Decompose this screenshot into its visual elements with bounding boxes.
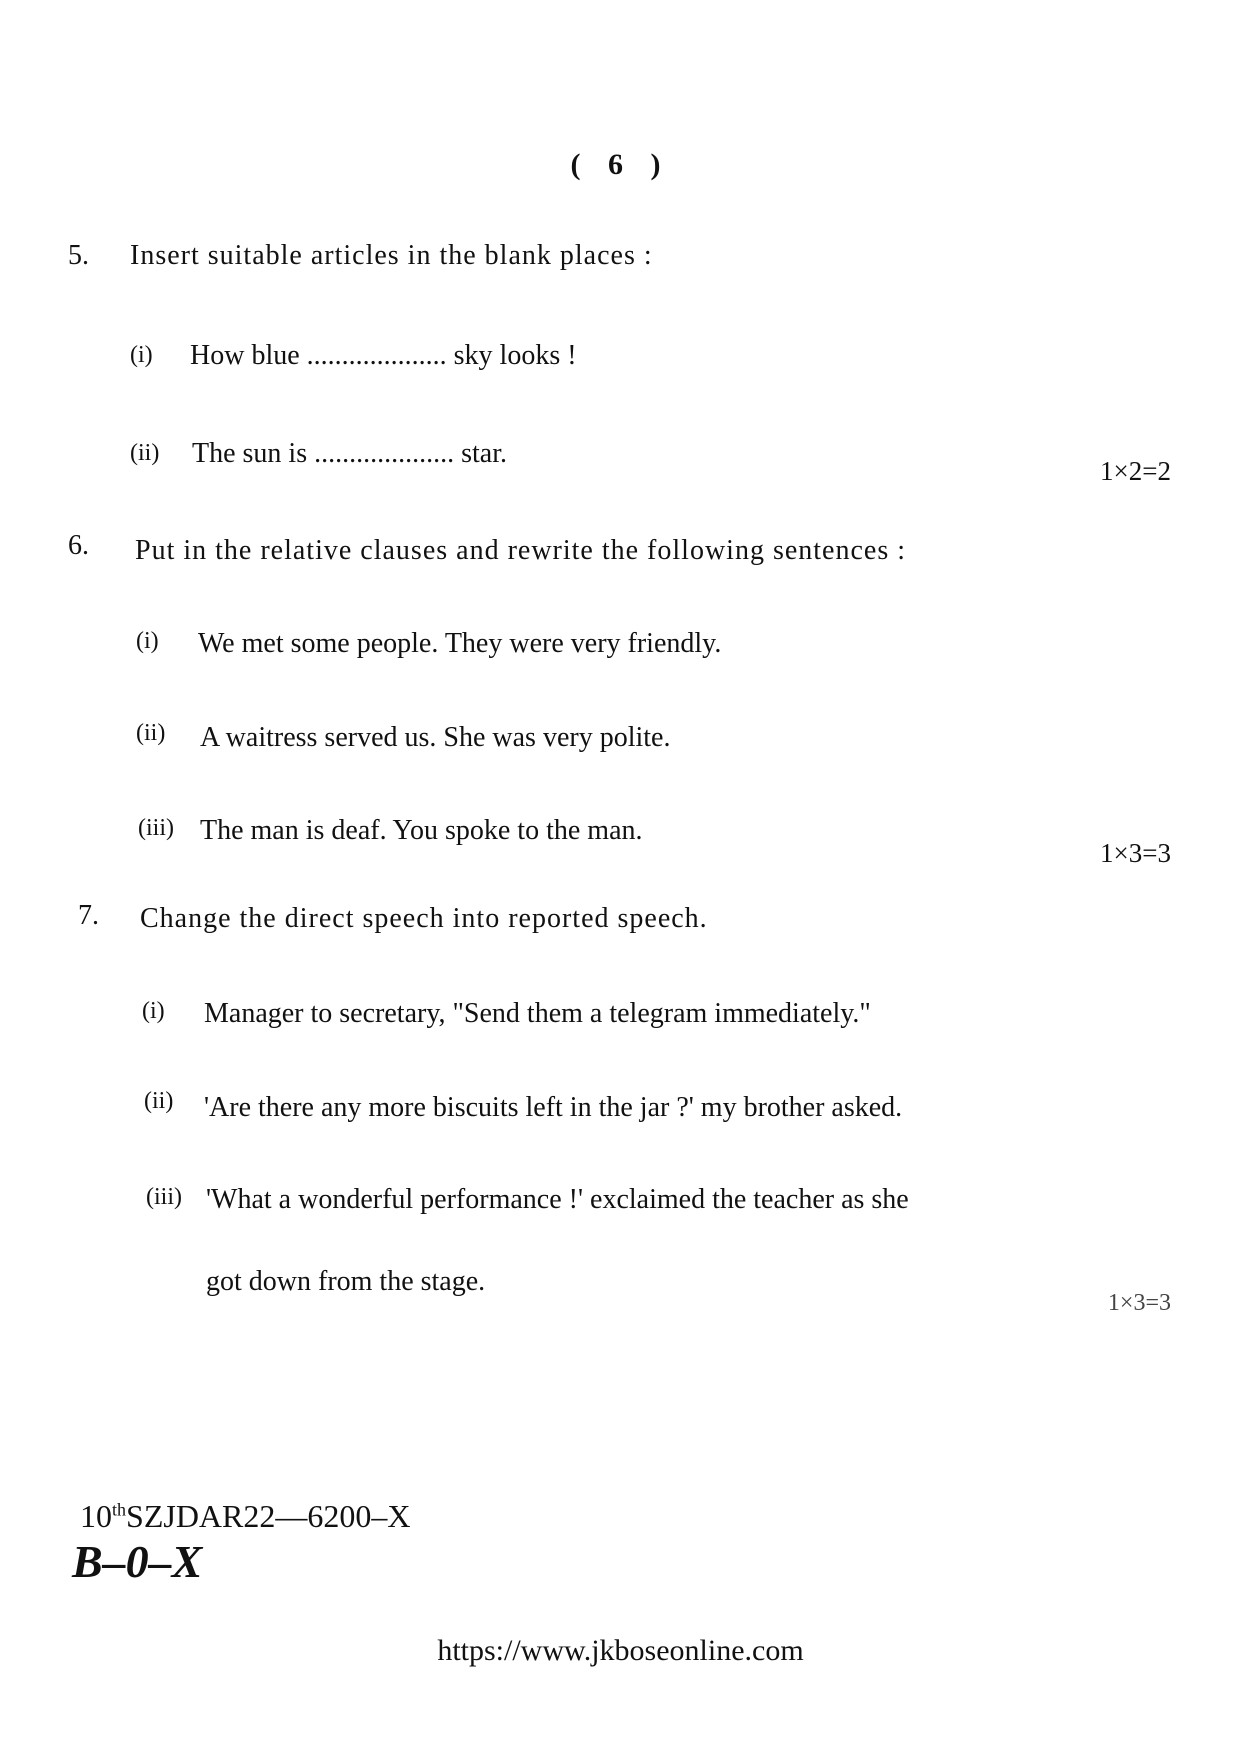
page-number: ( 6 ) [570, 148, 671, 181]
item-text: The sun is .................... star. [192, 438, 507, 469]
item-label: (ii) [130, 440, 160, 466]
item-text: Manager to secretary, "Send them a telegram immediately." [204, 998, 871, 1029]
item-text: The man is deaf. You spoke to the man. [200, 815, 643, 846]
paper-code-prefix: 10 [80, 1498, 112, 1534]
marks: 1×3=3 [1100, 838, 1171, 868]
item-text: A waitress served us. She was very polite. [200, 722, 671, 753]
item-text: 'What a wonderful performance !' exclaimed the teacher as she [206, 1184, 909, 1215]
item-label: (i) [130, 342, 153, 368]
question-prompt: Insert suitable articles in the blank places : [130, 240, 653, 271]
item-label: (ii) [136, 720, 166, 746]
question-prompt: Change the direct speech into reported speech. [140, 903, 708, 934]
item-text-continuation: got down from the stage. [206, 1266, 486, 1297]
item-text: We met some people. They were very friendly. [198, 628, 722, 659]
item-label: (ii) [144, 1088, 174, 1114]
item-text: How blue .................... sky looks ! [190, 340, 577, 371]
item-text: 'Are there any more biscuits left in the jar ?' my brother asked. [204, 1092, 903, 1123]
paper-code-rest: SZJDAR22—6200–X [126, 1498, 411, 1534]
paper-code-sup: th [112, 1499, 127, 1520]
question-number: 6. [68, 530, 89, 561]
question-number: 7. [78, 900, 99, 931]
item-label: (i) [136, 628, 159, 654]
set-code: B–0–X [72, 1536, 203, 1587]
item-label: (i) [142, 998, 165, 1024]
question-prompt: Put in the relative clauses and rewrite the following sentences : [135, 535, 907, 566]
paper-code [80, 1498, 410, 1535]
website-url: https://www.jkboseonline.com [437, 1634, 804, 1667]
marks: 1×2=2 [1100, 456, 1171, 486]
question-number: 5. [68, 240, 89, 271]
marks: 1×3=3 [1107, 1290, 1171, 1316]
item-label: (iii) [138, 815, 174, 841]
item-label: (iii) [146, 1184, 182, 1210]
